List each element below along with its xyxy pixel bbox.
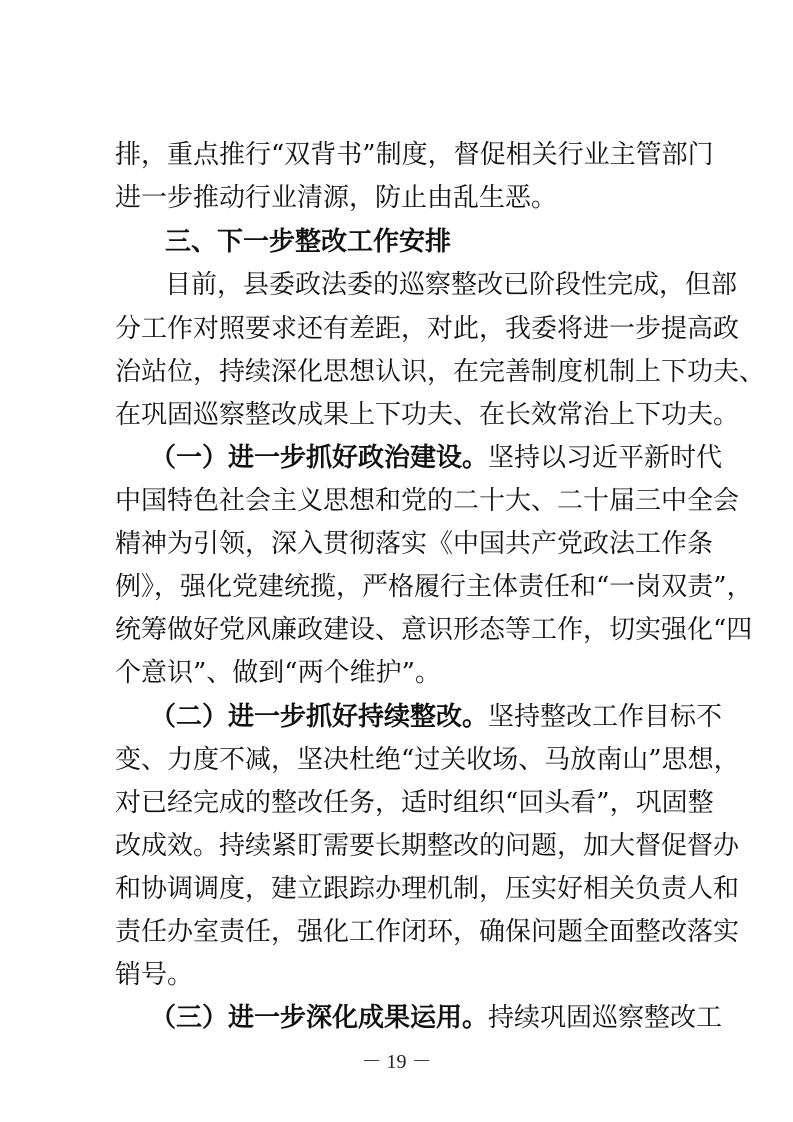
paragraph-line: 进一步推动行业清源，防止由乱生恶。 bbox=[115, 183, 558, 213]
paragraph-line: 销号。 bbox=[115, 960, 194, 990]
paragraph-line: 改成效。持续紧盯需要长期整改的问题，加大督促督办 bbox=[115, 831, 740, 861]
paragraph-line: 目前，县委政法委的巡察整改已阶段性完成，但部 bbox=[165, 270, 738, 300]
item-first-rest: 坚持整改工作目标不 bbox=[488, 702, 723, 732]
paragraph-line: 在巩固巡察整改成果上下功夫、在长效常治上下功夫。 bbox=[115, 400, 740, 430]
item-first-rest: 持续巩固巡察整改工 bbox=[488, 1003, 723, 1033]
item-lead: （二）进一步抓好持续整改。 bbox=[150, 702, 489, 732]
paragraph-line: 责任办室责任，强化工作闭环，确保问题全面整改落实 bbox=[115, 917, 740, 947]
paragraph-line: 和协调调度，建立跟踪办理机制，压实好相关负责人和 bbox=[115, 874, 740, 904]
item-first-line bbox=[150, 697, 723, 737]
paragraph-line: 分工作对照要求还有差距，对此，我委将进一步提高政 bbox=[115, 314, 740, 344]
item-lead: （三）进一步深化成果运用。 bbox=[150, 1003, 489, 1033]
item-first-line bbox=[150, 998, 723, 1038]
item-lead: （一）进一步抓好政治建设。 bbox=[150, 443, 489, 473]
item-first-rest: 坚持以习近平新时代 bbox=[488, 443, 723, 473]
paragraph-line: 中国特色社会主义思想和党的二十大、二十届三中全会 bbox=[115, 486, 740, 516]
paragraph-line: 排，重点推行“双背书”制度，督促相关行业主管部门 bbox=[115, 140, 714, 170]
paragraph-line: 精神为引领，深入贯彻落实《中国共产党政法工作条 bbox=[115, 529, 714, 559]
paragraph-line: 例》，强化党建统揽，严格履行主体责任和“一岗双责”， bbox=[115, 572, 753, 602]
paragraph-line: 统筹做好党风廉政建设、意识形态等工作，切实强化“四 bbox=[115, 615, 753, 645]
page-number: － 19 － bbox=[361, 1051, 432, 1073]
section-heading: 三、下一步整改工作安排 bbox=[165, 227, 452, 257]
paragraph-line: 对已经完成的整改任务，适时组织“回头看”，巩固整 bbox=[115, 788, 714, 818]
paragraph-line: 治站位，持续深化思想认识，在完善制度机制上下功夫、 bbox=[115, 357, 766, 387]
paragraph-line: 个意识”、做到“两个维护”。 bbox=[115, 658, 441, 688]
item-first-line bbox=[150, 438, 723, 478]
paragraph-line: 变、力度不减，坚决杜绝“过关收场、马放南山”思想， bbox=[115, 745, 740, 775]
